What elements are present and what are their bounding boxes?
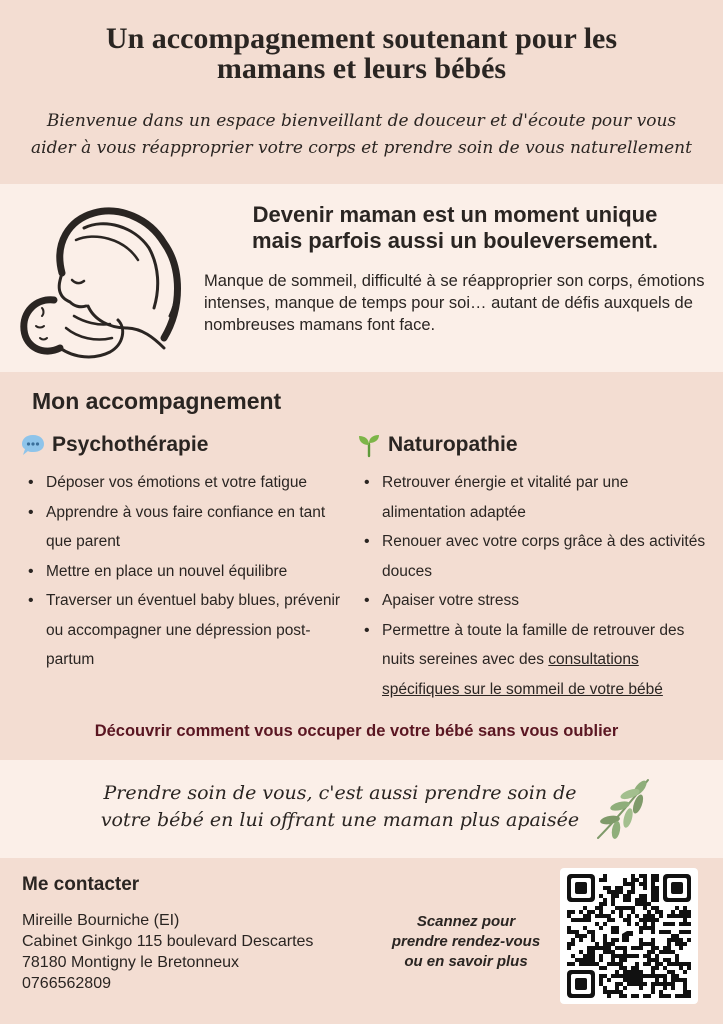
- quote-text: [60, 780, 620, 834]
- contact-details: [22, 910, 382, 994]
- psychotherapy-column: [20, 430, 350, 675]
- mother-baby-icon: [14, 188, 192, 368]
- olive-branch-icon: [590, 774, 656, 844]
- intro-title: [210, 202, 700, 254]
- list-item: • Apprendre à vous faire confiance en tant que parent: [20, 498, 350, 557]
- psychotherapy-title: Psychothérapie: [52, 433, 209, 456]
- welcome-line1: Bienvenue dans un espace bienveillant de douceur et d'écoute pour vous: [46, 111, 677, 131]
- intro-title-line2: mais parfois aussi un bouleversement.: [252, 228, 658, 253]
- naturopathy-header: [356, 430, 706, 460]
- list-item: • Déposer vos émotions et votre fatigue: [20, 468, 350, 498]
- quote-line1: Prendre soin de vous, c'est aussi prendre soin de: [103, 782, 577, 804]
- contact-section: [0, 858, 723, 1024]
- welcome-line2: aider à vous réapproprier votre corps et prendre soin de vous naturellement: [31, 138, 692, 158]
- contact-address-line1: Cabinet Ginkgo 115 boulevard Descartes: [22, 933, 314, 950]
- naturopathy-title: Naturopathie: [388, 433, 518, 456]
- services-section: [0, 372, 723, 760]
- header-section: [0, 0, 723, 184]
- scan-line2: prendre rendez-vous: [391, 933, 541, 950]
- intro-text: Manque de sommeil, difficulté à se réapproprier son corps, émotions intenses, manque de temps pour soi… autant de défis auxquels de nombreuses mamans font face.: [204, 272, 705, 334]
- list-item: • Renouer avec votre corps grâce à des activités douces: [356, 527, 706, 586]
- psychotherapy-header: [20, 430, 350, 460]
- scan-line1: Scannez pour: [416, 913, 516, 930]
- discover-link[interactable]: Découvrir comment vous occuper de votre bébé sans vous oublier: [94, 722, 619, 740]
- contact-phone[interactable]: 0766562809: [22, 975, 111, 992]
- contact-address-line2: 78180 Montigny le Bretonneux: [22, 954, 240, 971]
- list-item: • Mettre en place un nouvel équilibre: [20, 557, 350, 587]
- naturopathy-list: [356, 468, 706, 704]
- sleep-consultations-link[interactable]: consultations spécifiques sur le sommeil de votre bébé: [382, 651, 663, 698]
- qr-code[interactable]: [560, 868, 698, 1004]
- welcome-text: [20, 108, 703, 162]
- intro-section: [0, 184, 723, 372]
- quote-line2: votre bébé en lui offrant une maman plus apaisée: [100, 809, 580, 831]
- sprout-icon: [356, 432, 382, 458]
- list-item: • Apaiser votre stress: [356, 586, 706, 616]
- list-item: • Retrouver énergie et vitalité par une alimentation adaptée: [356, 468, 706, 527]
- list-item: [356, 616, 706, 705]
- psychotherapy-list: [20, 468, 350, 675]
- speech-bubble-icon: [20, 433, 46, 457]
- naturopathy-column: [356, 430, 706, 704]
- qr-code-icon: [567, 874, 691, 998]
- contact-name: Mireille Bourniche (EI): [22, 912, 180, 929]
- page-title-line1: Un accompagnement soutenant pour les: [105, 22, 618, 55]
- contact-title: Me contacter: [22, 874, 140, 895]
- scan-instructions: [384, 912, 548, 972]
- page-title-line2: mamans et leurs bébés: [216, 52, 507, 85]
- quote-section: [0, 760, 723, 858]
- scan-line3: ou en savoir plus: [404, 953, 528, 970]
- list-item-text: Permettre à toute la famille de retrouver des nuits sereines avec des: [382, 621, 685, 668]
- page-title: [20, 24, 703, 84]
- services-title: Mon accompagnement: [32, 388, 282, 414]
- intro-title-line1: Devenir maman est un moment unique: [252, 202, 658, 227]
- list-item: • Traverser un éventuel baby blues, prévenir ou accompagner une dépression post-partum: [20, 586, 350, 675]
